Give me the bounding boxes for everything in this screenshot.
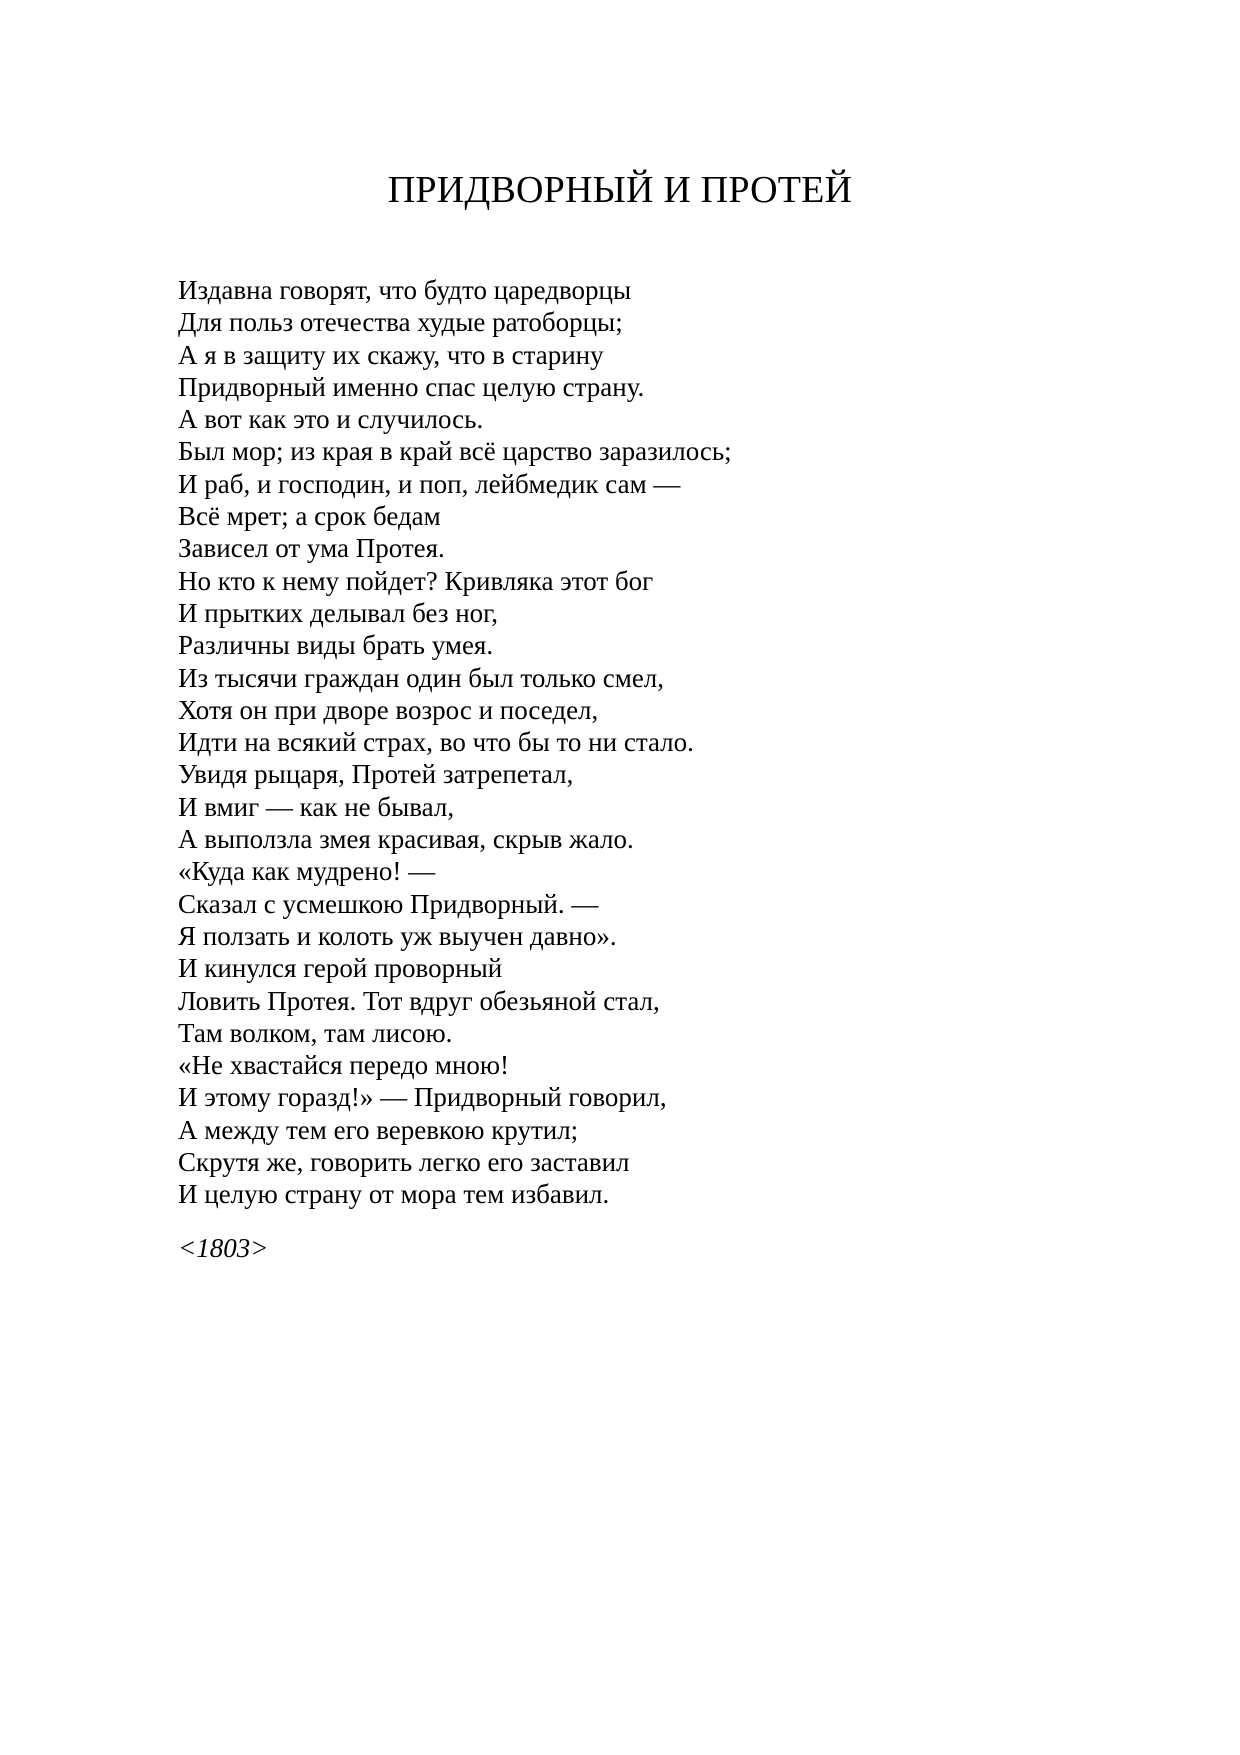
poem-line: Сказал с усмешкою Придворный. — — [178, 888, 599, 919]
poem-date: <1803> — [178, 1233, 269, 1263]
poem-line: Из тысячи граждан один был только смел, — [178, 662, 665, 693]
poem-line: Придворный именно спас целую страну. — [178, 371, 645, 402]
poem-line: Был мор; из края в край всё царство заразилось; — [178, 436, 732, 467]
poem-line: Издавна говорят, что будто царедворцы — [178, 275, 632, 305]
poem-title: ПРИДВОРНЫЙ И ПРОТЕЙ — [387, 169, 853, 211]
poem-line: Идти на всякий страх, во что бы то ни стало. — [178, 727, 694, 758]
poem-line: Для польз отечества худые ратоборцы; — [178, 307, 623, 338]
poem-line: А вот как это и случилось. — [178, 404, 484, 435]
poem-line: «Куда как мудрено! — — [178, 856, 436, 887]
poem-line: И этому горазд!» — Придворный говорил, — [178, 1082, 667, 1113]
poem-line: И целую страну от мора тем избавил. — [178, 1179, 610, 1210]
poem-line: Ловить Протея. Тот вдруг обезьяной стал, — [178, 985, 660, 1016]
poem-line: Там волком, там лисою. — [178, 1017, 453, 1048]
poem-line: Хотя он при дворе возрос и поседел, — [178, 694, 599, 725]
poem-line: Но кто к нему пойдет? Кривляка этот бог — [178, 565, 654, 596]
poem-line: И прытких делывал без ног, — [178, 597, 498, 628]
poem-line: Зависел от ума Протея. — [178, 533, 445, 564]
poem-line: Я ползать и колоть уж выучен давно». — [178, 920, 617, 951]
poem-line: И раб, и господин, и поп, лейбмедик сам — — [178, 468, 681, 499]
poem-line: «Не хвастайся передо мною! — [178, 1050, 510, 1081]
poem-line: Всё мрет; а срок бедам — [178, 501, 441, 532]
poem-line: А выползла змея красивая, скрыв жало. — [178, 824, 634, 855]
poem-line: Скрутя же, говорить легко его заставил — [178, 1147, 630, 1178]
poem-line: Увидя рыцаря, Протей затрепетал, — [178, 759, 574, 790]
poem-line: И вмиг — как не бывал, — [178, 791, 455, 822]
poem-line: А я в защиту их скажу, что в старину — [178, 339, 604, 370]
poem-line: А между тем его веревкою крутил; — [178, 1114, 579, 1145]
poem-line: И кинулся герой проворный — [178, 953, 503, 984]
poem-body — [178, 274, 732, 1211]
poem-line: Различны виды брать умея. — [178, 630, 494, 661]
